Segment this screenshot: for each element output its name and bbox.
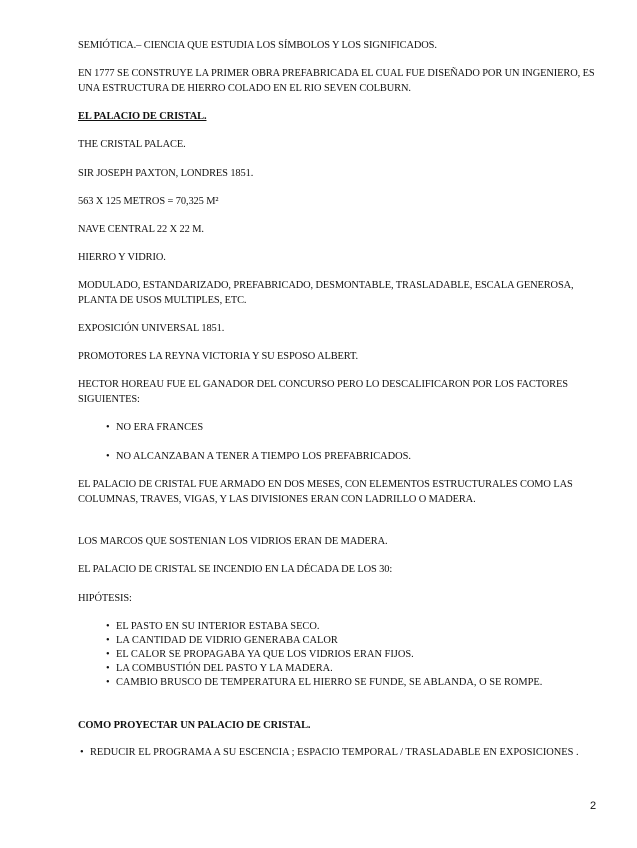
list-item-text: EL CALOR SE PROPAGABA YA QUE LOS VIDRIOS ERAN FIJOS. [116,649,414,660]
bullet-icon: • [106,649,110,660]
paragraph-hierro-vidrio: HIERRO Y VIDRIO. [78,252,166,263]
paragraph-semiotica: SEMIÓTICA.– CIENCIA QUE ESTUDIA LOS SÍMBOLOS Y LOS SIGNIFICADOS. [78,40,437,51]
list-item [80,746,580,761]
paragraph-1777: EN 1777 SE CONSTRUYE LA PRIMER OBRA PREFABRICADA EL CUAL FUE DISEÑADO POR UN INGENIERO, ES UNA ESTRUCTURA DE HIERRO COLADO EN EL RIO SEVEN COLBURN. [78,68,595,94]
heading-como-proyectar: COMO PROYECTAR UN PALACIO DE CRISTAL. [78,720,311,731]
paragraph-paxton: SIR JOSEPH PAXTON, LONDRES 1851. [78,168,254,179]
bullet-icon: • [80,747,84,758]
paragraph-armado: EL PALACIO DE CRISTAL FUE ARMADO EN DOS MESES, CON ELEMENTOS ESTRUCTURALES COMO LAS COLUMNAS, TRAVES, VIGAS, Y LAS DIVISIONES ERAN CON LADRILLO O MADERA. [78,479,573,505]
paragraph-nave-central: NAVE CENTRAL 22 X 22 M. [78,224,204,235]
paragraph-marcos: LOS MARCOS QUE SOSTENIAN LOS VIDRIOS ERAN DE MADERA. [78,536,388,547]
paragraph-horeau: HECTOR HOREAU FUE EL GANADOR DEL CONCURSO PERO LO DESCALIFICARON POR LOS FACTORES SIGUIENTES: [78,379,568,405]
list-item [106,421,576,436]
list-item [106,676,576,691]
list-item-text: REDUCIR EL PROGRAMA A SU ESCENCIA ; ESPACIO TEMPORAL / TRASLADABLE EN EXPOSICIONES . [90,747,579,758]
heading-palacio-cristal: EL PALACIO DE CRISTAL. [78,111,207,122]
list-item-text: LA COMBUSTIÓN DEL PASTO Y LA MADERA. [116,663,333,674]
paragraph-hipotesis: HIPÓTESIS: [78,593,132,604]
list-item [106,620,576,635]
bullet-icon: • [106,663,110,674]
list-item [106,450,576,465]
list-item-text: LA CANTIDAD DE VIDRIO GENERABA CALOR [116,635,338,646]
bullet-icon: • [106,451,110,462]
list-item [106,662,576,677]
paragraph-incendio: EL PALACIO DE CRISTAL SE INCENDIO EN LA DÉCADA DE LOS 30: [78,564,393,575]
list-item [106,648,576,663]
list-item-text: NO ERA FRANCES [116,422,204,433]
list-item-text: NO ALCANZABAN A TENER A TIEMPO LOS PREFABRICADOS. [116,451,412,462]
list-item-text: CAMBIO BRUSCO DE TEMPERATURA EL HIERRO SE FUNDE, SE ABLANDA, O SE ROMPE. [116,677,543,688]
paragraph-modulado: MODULADO, ESTANDARIZADO, PREFABRICADO, DESMONTABLE, TRASLADABLE, ESCALA GENEROSA, PLANTA DE USOS MULTIPLES, ETC. [78,280,574,306]
paragraph-promotores: PROMOTORES LA REYNA VICTORIA Y SU ESPOSO ALBERT. [78,351,358,362]
page-number: 2 [590,800,597,812]
bullet-icon: • [106,677,110,688]
paragraph-crystal-palace: THE CRISTAL PALACE. [78,139,186,150]
bullet-icon: • [106,621,110,632]
list-item-text: EL PASTO EN SU INTERIOR ESTABA SECO. [116,621,320,632]
paragraph-dimensions: 563 X 125 METROS = 70,325 M² [78,196,219,207]
list-item [106,634,576,649]
bullet-icon: • [106,422,110,433]
bullet-icon: • [106,635,110,646]
paragraph-exposicion: EXPOSICIÓN UNIVERSAL 1851. [78,323,225,334]
